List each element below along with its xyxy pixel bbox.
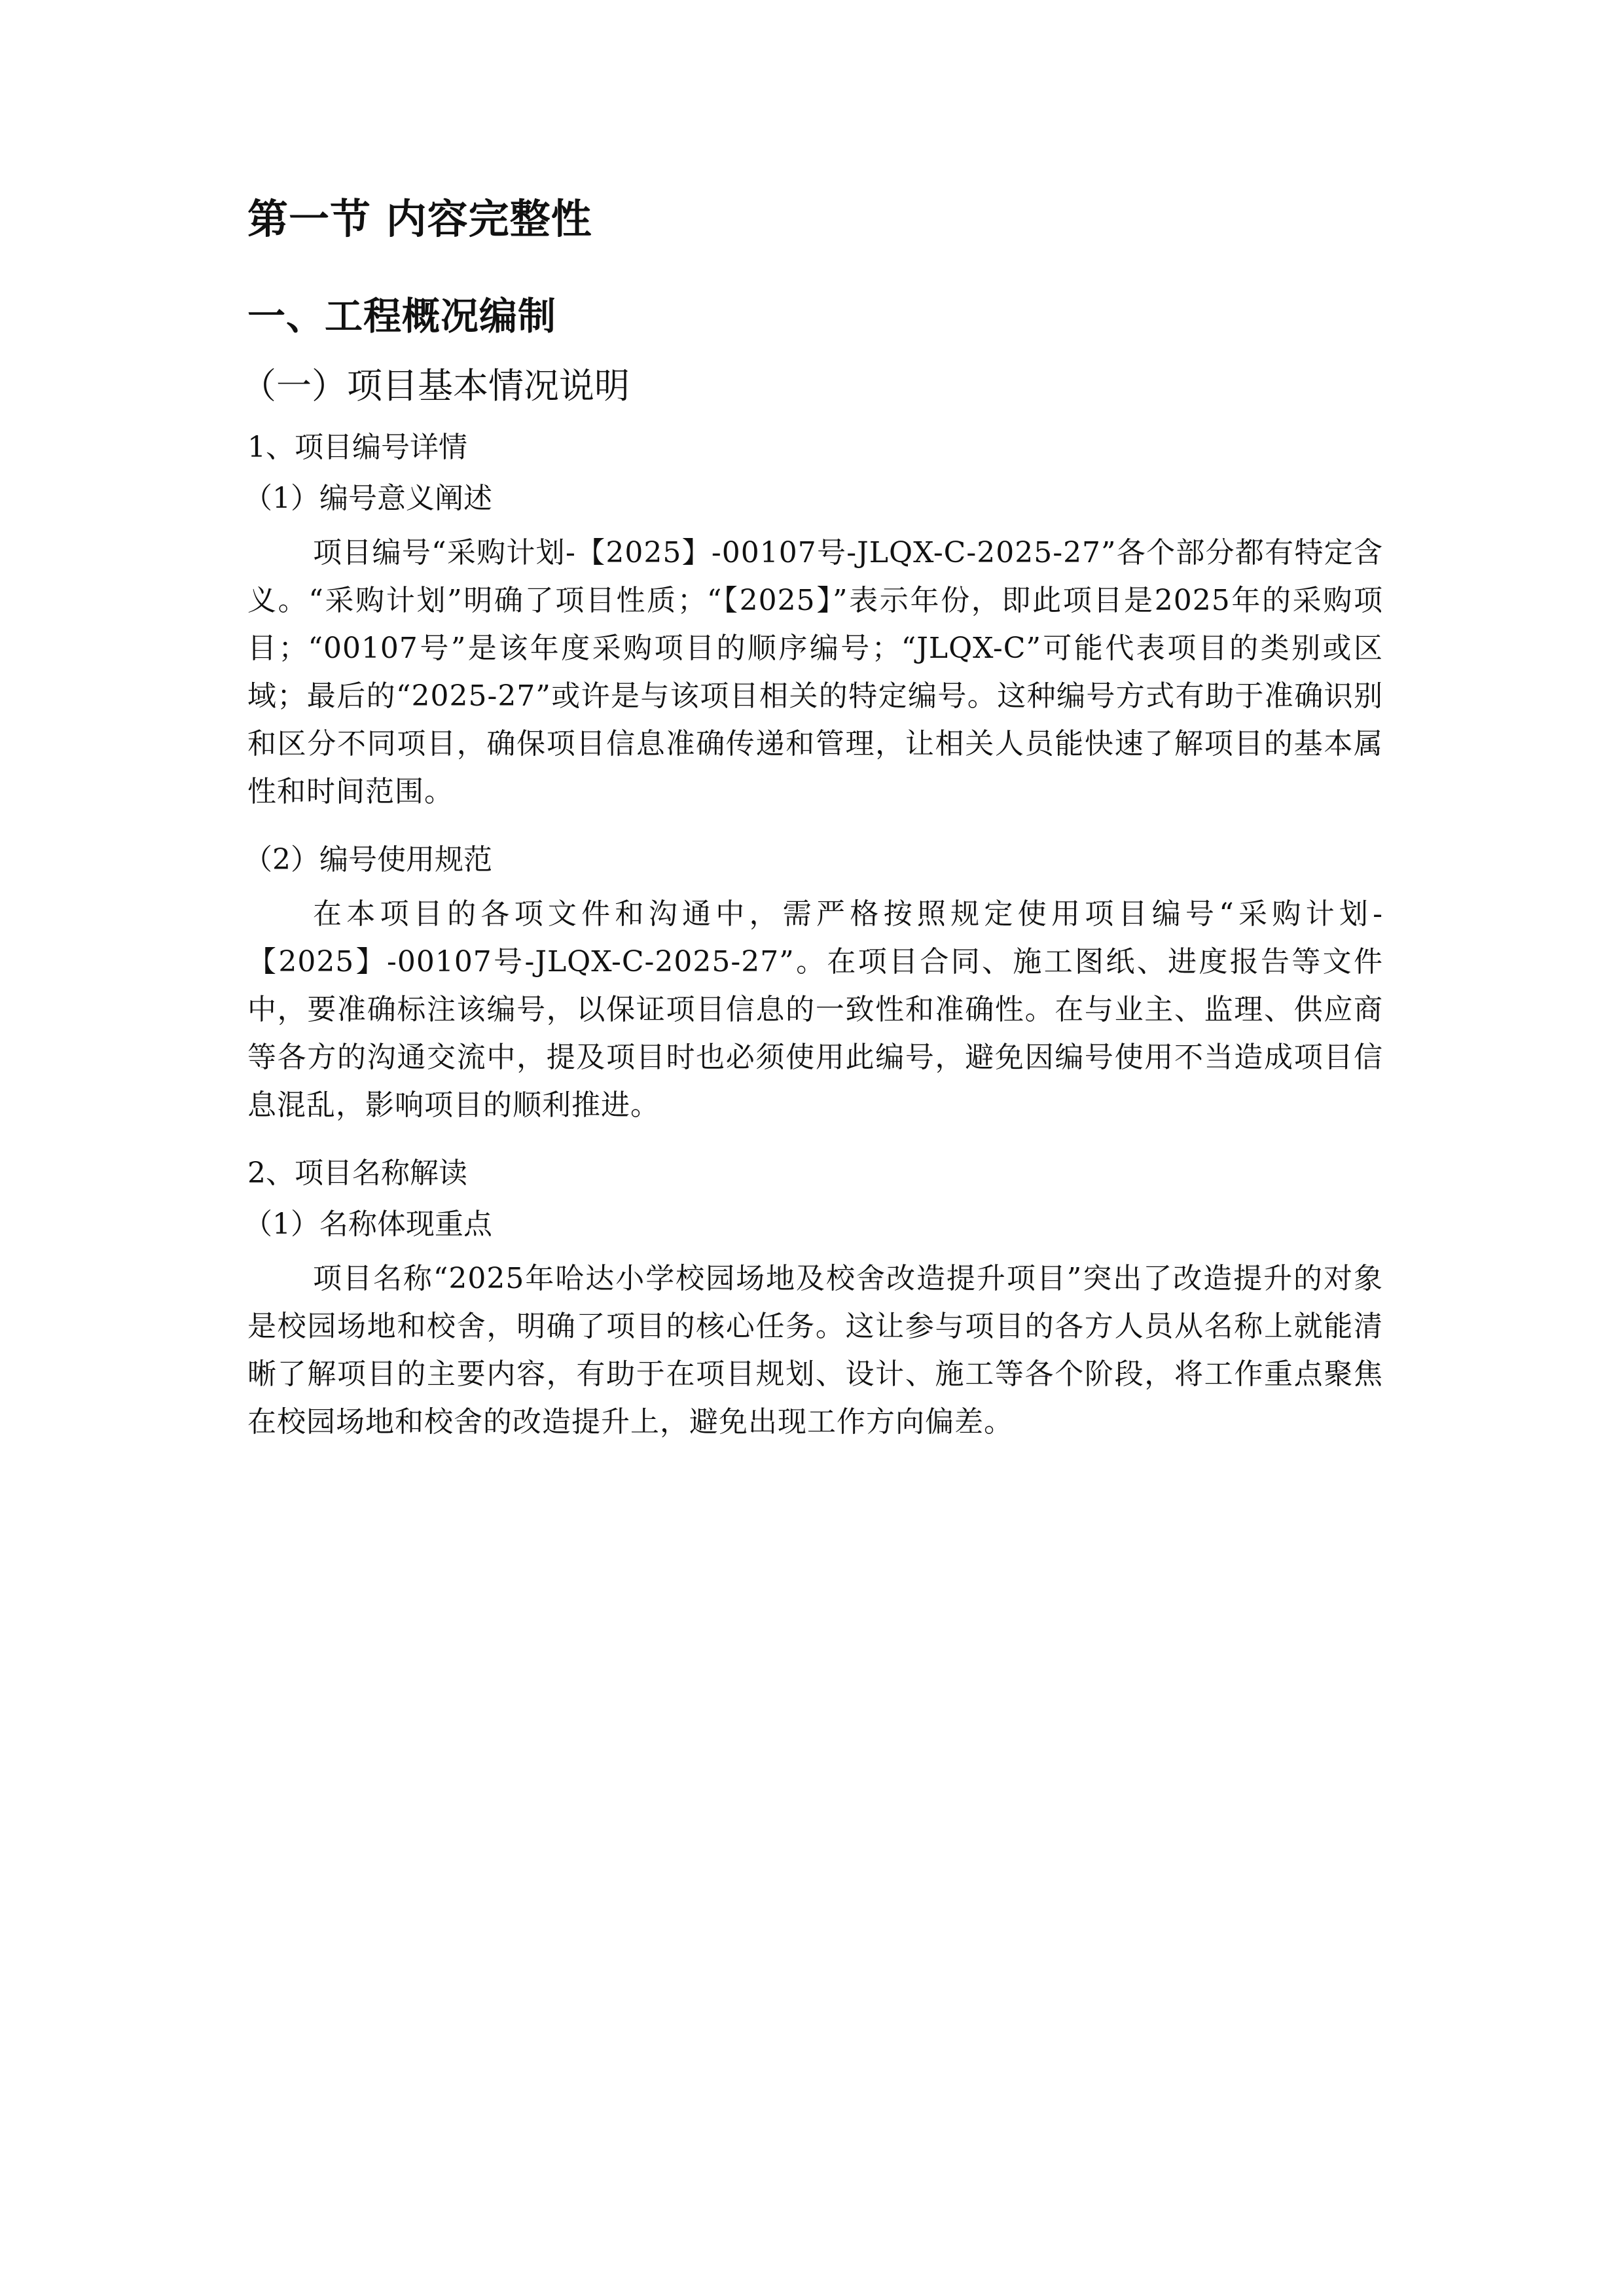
paragraph-1-1: 项目编号“采购计划-【2025】-00107号-JLQX-C-2025-27”各个部分都有特定含义。“采购计划”明确了项目性质；“【2025】”表示年份，即此项目是2025年的采购项目；“00107号”是该年度采购项目的顺序编号；“JLQX-C”可能代表项目的类别或区域；最后的“2025-27”或许是与该项目相关的特定编号。这种编号方式有助于准确识别和区分不同项目，确保项目信息准确传递和管理，让相关人员能快速了解项目的基本属性和时间范围。 bbox=[247, 536, 1384, 808]
subitem-heading-1-2: （2）编号使用规范 bbox=[244, 843, 492, 876]
item-heading-2: 2、项目名称解读 bbox=[247, 1157, 467, 1190]
item-heading-1: 1、项目编号详情 bbox=[247, 431, 467, 464]
subitem-heading-1-1: （1）编号意义阐述 bbox=[244, 482, 492, 515]
section-title: 第一节 内容完整性 bbox=[247, 195, 592, 243]
chapter-title: 一、工程概况编制 bbox=[247, 294, 557, 338]
part-heading: （一）项目基本情况说明 bbox=[241, 365, 630, 406]
subitem-heading-2-1: （1）名称体现重点 bbox=[244, 1208, 492, 1241]
paragraph-1-2: 在本项目的各项文件和沟通中，需严格按照规定使用项目编号“采购计划-【2025】-00107号-JLQX-C-2025-27”。在项目合同、施工图纸、进度报告等文件中，要准确标注该编号，以保证项目信息的一致性和准确性。在与业主、监理、供应商等各方的沟通交流中，提及项目时也必须使用此编号，避免因编号使用不当造成项目信息混乱，影响项目的顺利推进。 bbox=[247, 897, 1383, 1122]
document-page bbox=[241, 190, 1384, 1468]
paragraph-2-1: 项目名称“2025年哈达小学校园场地及校舍改造提升项目”突出了改造提升的对象是校园场地和校舍，明确了项目的核心任务。这让参与项目的各方人员从名称上就能清晰了解项目的主要内容，有助于在项目规划、设计、施工等各个阶段，将工作重点聚焦在校园场地和校舍的改造提升上，避免出现工作方向偏差。 bbox=[247, 1262, 1383, 1439]
